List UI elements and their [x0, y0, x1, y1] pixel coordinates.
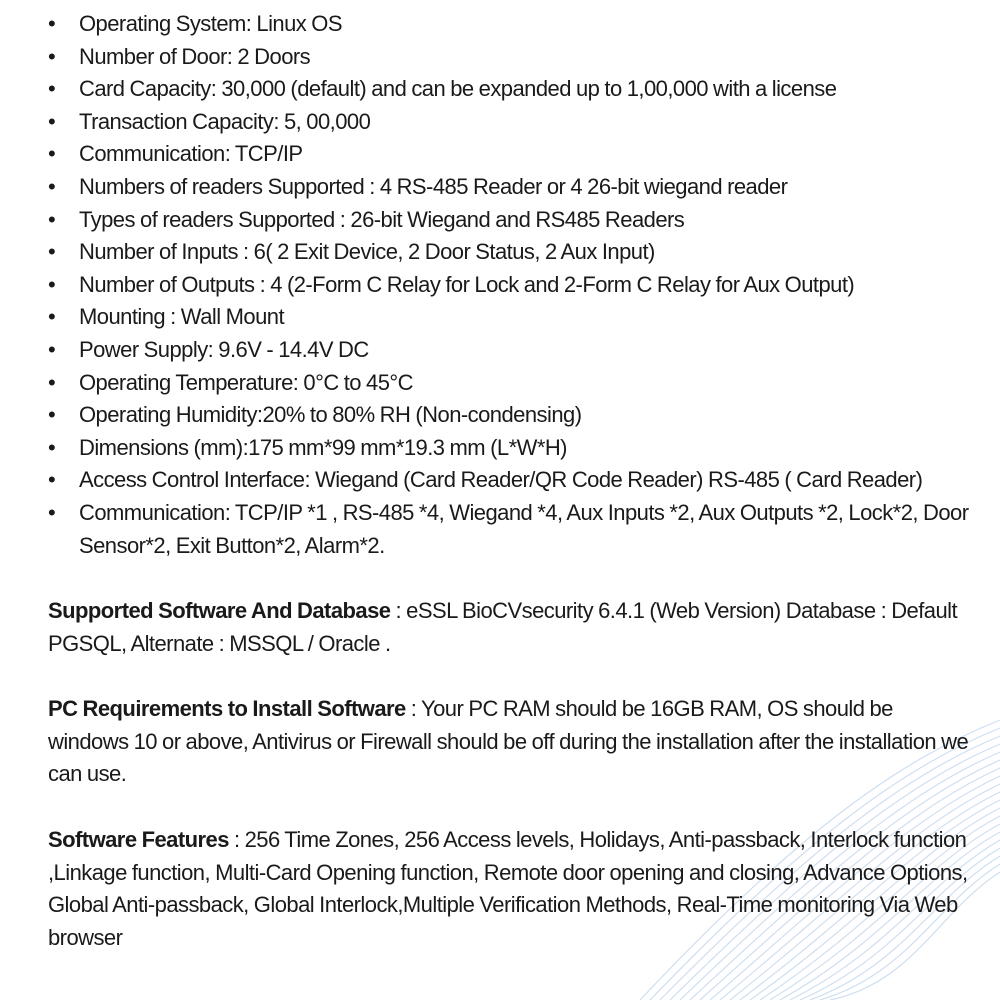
bullet-icon: • — [48, 76, 56, 102]
software-features-text: : 256 Time Zones, 256 Access levels, Holidays, Anti-passback, Interlock function ,Linkage function, Multi-Card Opening function, Remote door opening and closing, Advance Options, Global Anti-passback, Global Interlock,Multiple Verification Methods, Real-Time monitoring Via Web browser — [48, 827, 968, 950]
bullet-icon: • — [48, 434, 56, 460]
bullet-icon: • — [48, 11, 56, 36]
specification-list — [48, 8, 978, 562]
spec-item-text: Access Control Interface: Wiegand (Card Reader/QR Code Reader) RS-485 ( Card Reader) — [79, 467, 923, 493]
pc-requirements-paragraph — [48, 693, 978, 791]
spec-item — [48, 334, 978, 367]
spec-item — [48, 204, 978, 237]
spec-item-text: Transaction Capacity: 5, 00,000 — [79, 108, 371, 134]
bullet-icon: • — [48, 402, 56, 428]
spec-item — [48, 41, 978, 74]
spec-item — [48, 497, 978, 562]
spec-item-text: Communication: TCP/IP *1 , RS-485 *4, Wiegand *4, Aux Inputs *2, Aux Outputs *2, Lock*2, Door Sensor*2, Exit Button*2, Alarm*2. — [79, 499, 969, 558]
bullet-icon: • — [48, 369, 56, 395]
spec-item-text: Communication: TCP/IP — [79, 141, 303, 167]
pc-requirements-heading: PC Requirements to Install Software — [48, 696, 406, 722]
bullet-icon: • — [48, 304, 56, 330]
bullet-icon: • — [48, 108, 56, 134]
bullet-icon: • — [48, 141, 56, 167]
spec-item-text: Operating Humidity:20% to 80% RH (Non-condensing) — [79, 402, 582, 428]
spec-item — [48, 236, 978, 269]
bullet-icon: • — [48, 43, 56, 69]
spec-item-text: Number of Outputs : 4 (2-Form C Relay for Lock and 2-Form C Relay for Aux Output) — [79, 271, 855, 297]
spec-item-text: Dimensions (mm):175 mm*99 mm*19.3 mm (L*W*H) — [79, 434, 567, 460]
spec-item-text: Operating Temperature: 0°C to 45°C — [79, 369, 414, 395]
software-features-heading: Software Features — [48, 827, 229, 853]
spec-item — [48, 138, 978, 171]
spec-item-text: Types of readers Supported : 26-bit Wiegand and RS485 Readers — [79, 206, 685, 232]
bullet-icon: • — [48, 271, 56, 297]
spec-item — [48, 171, 978, 204]
bullet-icon: • — [48, 239, 56, 265]
spec-item — [48, 367, 978, 400]
bullet-icon: • — [48, 206, 56, 232]
bullet-icon: • — [48, 173, 56, 199]
software-features-paragraph — [48, 824, 978, 954]
pc-requirements-text: : Your PC RAM should be 16GB RAM, OS should be windows 10 or above, Antivirus or Firewall should be off during the installation after the installation we can use. — [48, 696, 969, 787]
bullet-icon: • — [48, 467, 56, 493]
spec-item — [48, 73, 978, 106]
bullet-icon: • — [48, 499, 56, 525]
spec-item-text: Number of Door: 2 Doors — [79, 43, 311, 69]
bullet-icon: • — [48, 336, 56, 362]
spec-item-text: Card Capacity: 30,000 (default) and can be expanded up to 1,00,000 with a license — [79, 76, 837, 102]
document-body — [48, 8, 978, 954]
supported-software-heading: Supported Software And Database — [48, 598, 391, 624]
spec-item — [48, 464, 978, 497]
spec-item — [48, 301, 978, 334]
spec-item-text: Numbers of readers Supported : 4 RS-485 Reader or 4 26-bit wiegand reader — [79, 173, 788, 199]
spec-item-text: Number of Inputs : 6( 2 Exit Device, 2 Door Status, 2 Aux Input) — [79, 239, 655, 265]
spec-item-text: Operating System: Linux OS — [79, 11, 342, 36]
spec-item — [48, 106, 978, 139]
spec-item-text: Mounting : Wall Mount — [79, 304, 285, 330]
spec-item — [48, 269, 978, 302]
supported-software-text: : eSSL BioCVsecurity 6.4.1 (Web Version) Database : Default PGSQL, Alternate : MSSQL / Oracle . — [48, 598, 958, 656]
supported-software-paragraph — [48, 595, 978, 660]
spec-item — [48, 8, 978, 41]
spec-item — [48, 399, 978, 432]
spec-item-text: Power Supply: 9.6V - 14.4V DC — [79, 336, 369, 362]
spec-item — [48, 432, 978, 465]
